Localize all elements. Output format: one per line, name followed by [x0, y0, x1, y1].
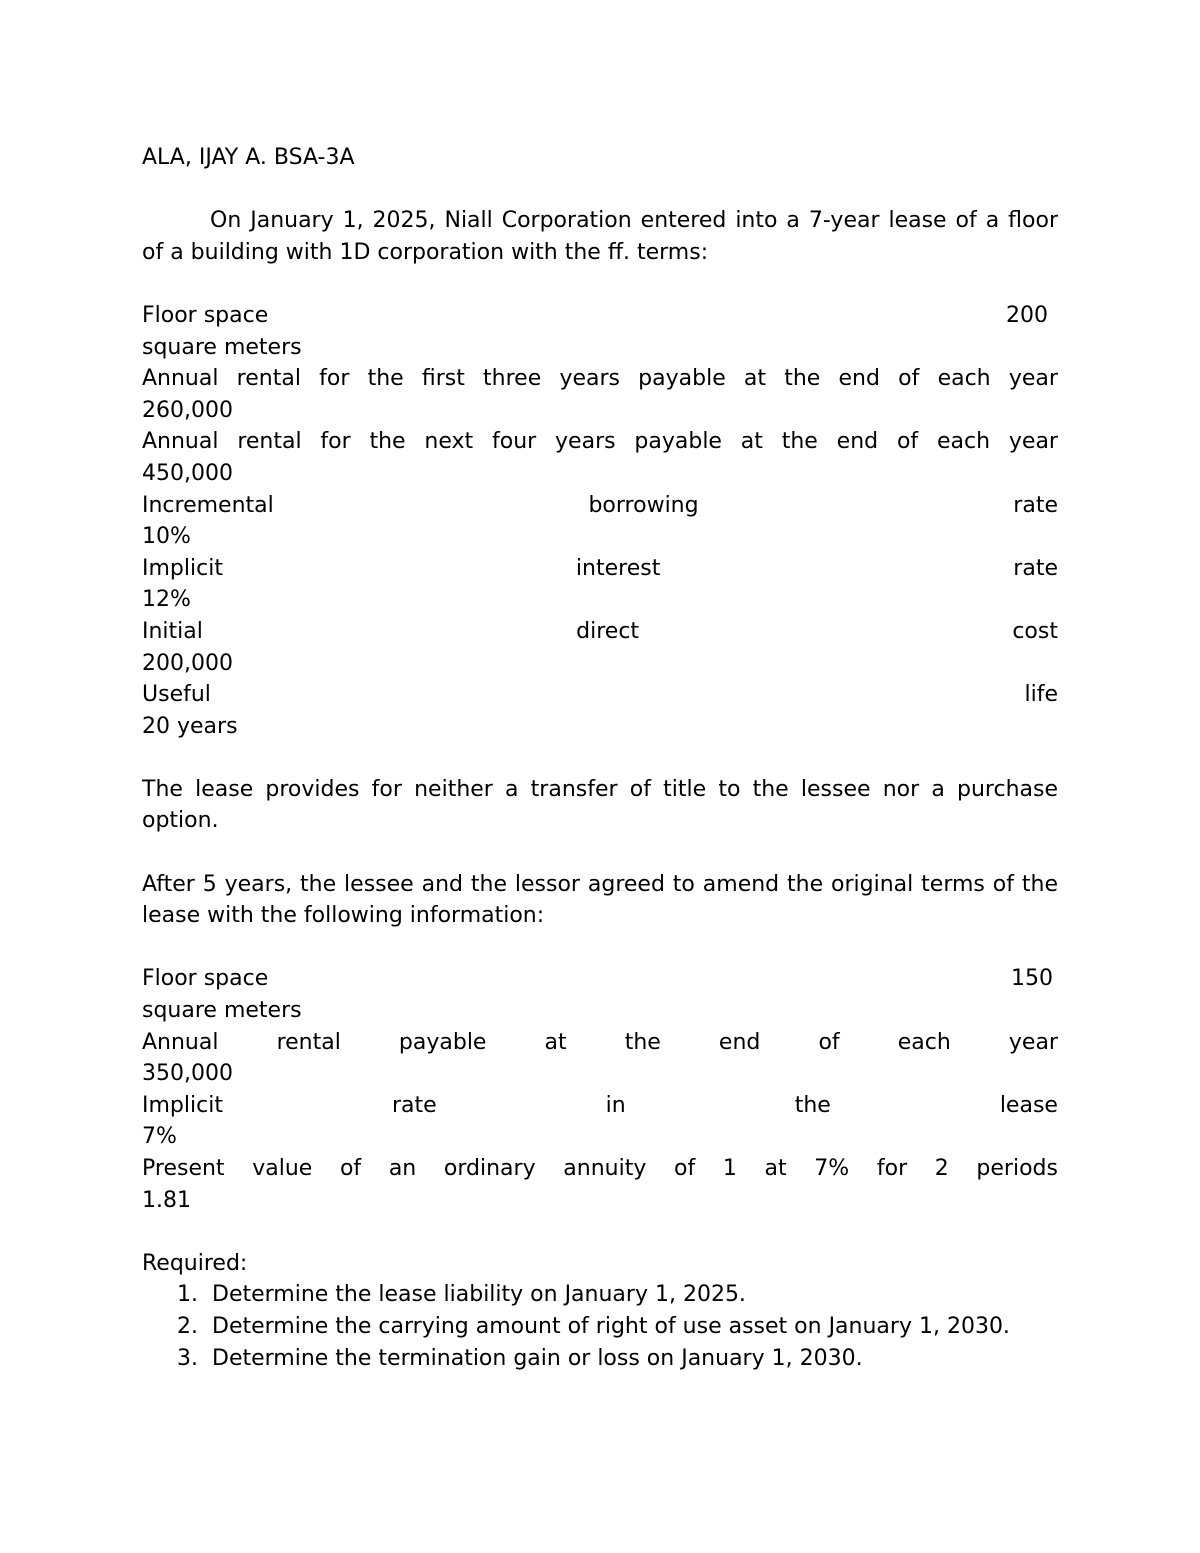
term-word: the — [794, 1092, 831, 1118]
term-word: the — [781, 429, 818, 455]
term-value: 10% — [142, 524, 191, 550]
term-value: 200,000 — [142, 650, 233, 676]
term-word: the — [367, 366, 404, 392]
student-header: ALA, IJAY A. BSA-3A — [142, 145, 355, 170]
amendment-paragraph: After 5 years, the lessee and the lessor agreed to amend the original terms of the lease with the following information: — [142, 871, 1058, 929]
term-word: 7% — [814, 1156, 850, 1181]
term-word: years — [555, 429, 616, 455]
term-word: each — [937, 366, 991, 392]
term-word: Present — [142, 1156, 225, 1181]
term-value: 200 — [1006, 302, 1048, 328]
list-item — [177, 1279, 1058, 1311]
term-word: borrowing — [588, 492, 699, 518]
term-label: Floor space — [142, 966, 269, 992]
term-initial-direct-cost — [142, 616, 1058, 648]
list-number: 1. — [177, 1282, 198, 1308]
term-word: interest — [575, 555, 661, 581]
term-word: Useful — [142, 682, 211, 708]
term-word: in — [605, 1092, 626, 1118]
term-value: 450,000 — [142, 460, 233, 486]
term-word: three — [483, 366, 542, 392]
term-word: periods — [976, 1156, 1058, 1181]
term-value-unit: square meters — [142, 334, 302, 360]
term-word: payable — [398, 1029, 487, 1055]
term-word: of — [898, 366, 920, 392]
term-word: an — [388, 1156, 417, 1181]
term-implicit-rate — [142, 553, 1058, 585]
term-word: Implicit — [142, 1092, 223, 1118]
list-number: 3. — [177, 1345, 198, 1371]
term-word: of — [674, 1156, 696, 1181]
term-word: the — [369, 429, 406, 455]
list-item-text: Determine the termination gain or loss on January 1, 2030. — [212, 1345, 863, 1371]
term-value: 350,000 — [142, 1061, 233, 1087]
required-list — [142, 1279, 1058, 1374]
term-word: rate — [1013, 492, 1058, 518]
term-annual-rental-next — [142, 426, 1058, 458]
list-item — [177, 1311, 1058, 1343]
term-word: four — [492, 429, 537, 455]
amended-floor-space — [142, 963, 1058, 995]
term-word: ordinary — [443, 1156, 536, 1181]
amended-annual-rental — [142, 1027, 1058, 1059]
amended-implicit-rate — [142, 1090, 1058, 1122]
term-word: end — [836, 429, 879, 455]
term-word: Incremental — [142, 492, 274, 518]
term-word: life — [1024, 682, 1058, 708]
term-word: the — [624, 1029, 661, 1055]
list-item-text: Determine the carrying amount of right of use asset on January 1, 2030. — [212, 1313, 1010, 1339]
term-word: for — [319, 366, 350, 392]
term-value-unit: square meters — [142, 998, 302, 1024]
term-word: Initial — [142, 618, 203, 644]
term-word: at — [764, 1156, 787, 1181]
term-incremental-rate — [142, 490, 1058, 522]
term-word: rate — [1013, 555, 1058, 581]
term-word: year — [1008, 429, 1058, 455]
term-word: Implicit — [142, 555, 223, 581]
term-word: end — [718, 1029, 761, 1055]
term-word: next — [424, 429, 474, 455]
term-word: payable — [638, 366, 726, 392]
term-value: 12% — [142, 587, 191, 613]
document-page — [142, 142, 1058, 1374]
term-label: Floor space — [142, 302, 269, 328]
term-value: 260,000 — [142, 397, 233, 423]
term-word: at — [740, 429, 763, 455]
term-word: rate — [391, 1092, 437, 1118]
term-word: at — [544, 1029, 567, 1055]
term-word: Annual — [142, 1029, 219, 1055]
list-item — [177, 1343, 1058, 1375]
term-word: years — [559, 366, 620, 392]
term-word: at — [743, 366, 767, 392]
intro-paragraph: On January 1, 2025, Niall Corporation entered into a 7-year lease of a floor of a building with 1D corporation with the ff. terms: — [142, 208, 1058, 265]
term-word: direct — [576, 618, 640, 644]
term-annual-rental-first — [142, 363, 1058, 395]
term-value: 150 — [1011, 966, 1053, 992]
term-word: of — [339, 1156, 362, 1181]
required-heading: Required: — [142, 1250, 248, 1276]
term-word: for — [320, 429, 351, 455]
term-word: first — [421, 366, 465, 392]
term-value: 20 years — [142, 713, 238, 739]
list-item-text: Determine the lease liability on January 1, 2025. — [212, 1282, 746, 1308]
term-word: 1 — [722, 1156, 737, 1181]
term-word: each — [937, 429, 991, 455]
term-word: rental — [237, 429, 302, 455]
term-word: cost — [1012, 618, 1058, 644]
term-word: rental — [276, 1029, 341, 1055]
term-word: end — [838, 366, 880, 392]
term-word: lease — [999, 1092, 1058, 1118]
term-word: each — [897, 1029, 951, 1055]
term-floor-space — [142, 300, 1058, 332]
term-value: 7% — [142, 1124, 177, 1150]
term-word: Annual — [142, 366, 219, 392]
term-word: annuity — [563, 1156, 647, 1181]
lease-note-paragraph: The lease provides for neither a transfer of title to the lessee nor a purchase option. — [142, 776, 1058, 834]
term-useful-life — [142, 679, 1058, 711]
term-word: value — [252, 1156, 313, 1181]
term-word: year — [1008, 366, 1058, 392]
term-word: the — [784, 366, 821, 392]
term-word: 2 — [934, 1156, 949, 1181]
term-word: year — [1008, 1029, 1058, 1055]
list-number: 2. — [177, 1313, 198, 1339]
amended-present-value — [142, 1153, 1058, 1185]
term-value: 1.81 — [142, 1187, 191, 1213]
term-word: for — [876, 1156, 908, 1181]
term-word: of — [896, 429, 919, 455]
term-word: payable — [634, 429, 722, 455]
term-word: of — [818, 1029, 840, 1055]
term-word: rental — [236, 366, 301, 392]
term-word: Annual — [142, 429, 219, 455]
